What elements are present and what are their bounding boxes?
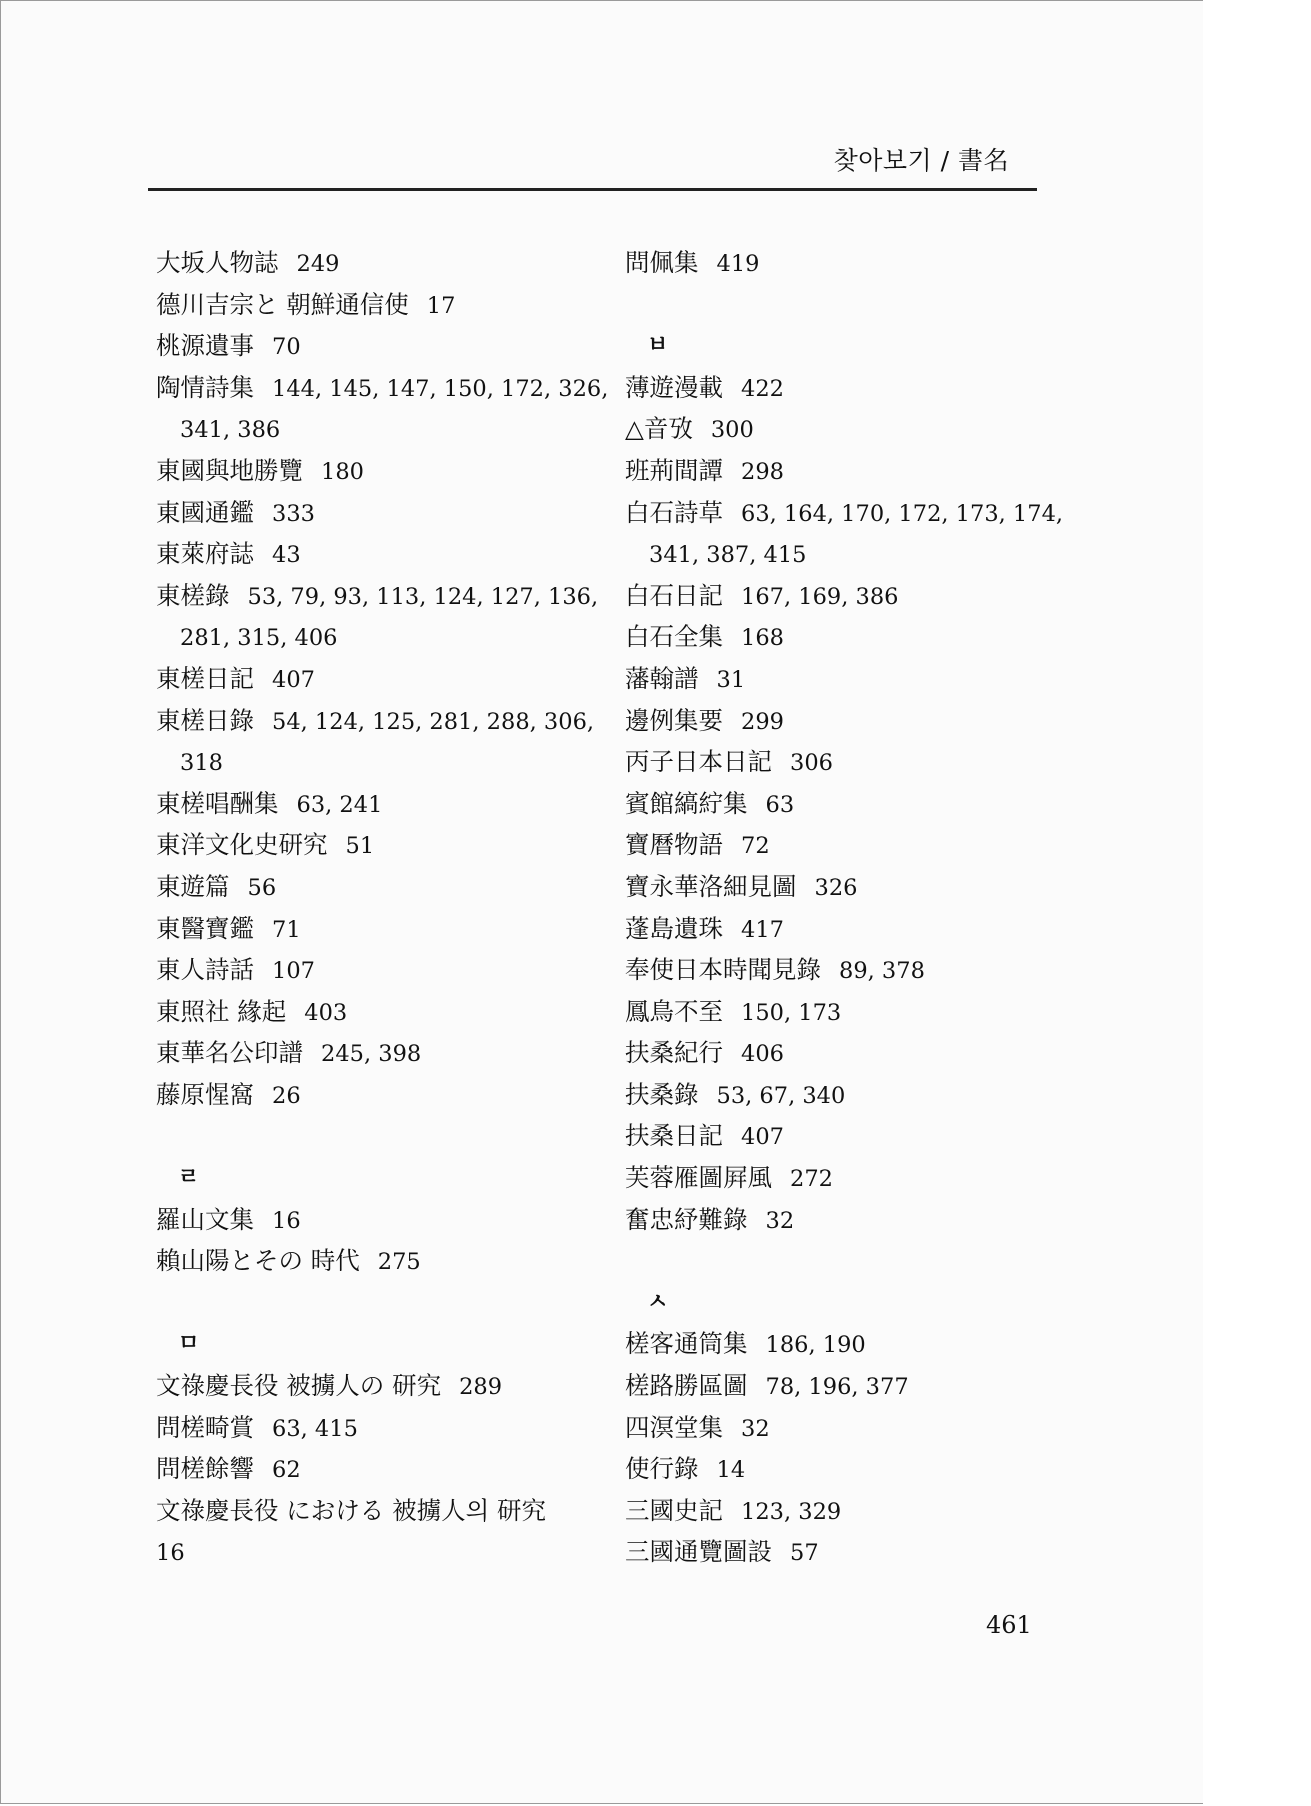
section-heading: ㅁ <box>178 1331 200 1357</box>
entry-pages: 341, 386 <box>180 417 281 444</box>
index-entry <box>625 1448 1070 1490</box>
index-entry <box>156 492 601 534</box>
entry-title: 東槎日記 <box>156 663 254 693</box>
entry-pages: 275 <box>377 1249 421 1276</box>
entry-title: △音攷 <box>625 414 693 444</box>
entry-title: 東洋文化史研究 <box>156 830 328 860</box>
section-heading: ㅅ <box>647 1289 669 1315</box>
blank-line <box>625 1240 1070 1282</box>
section-heading: ㅂ <box>647 333 669 359</box>
index-column-right <box>625 242 1070 1573</box>
index-entry <box>156 1199 601 1241</box>
entry-pages: 14 <box>716 1457 746 1484</box>
index-entry <box>625 492 1070 534</box>
index-entry <box>625 616 1070 658</box>
entry-pages: 419 <box>716 251 760 277</box>
entry-pages: 403 <box>304 999 348 1026</box>
index-entry <box>156 284 601 326</box>
index-entry <box>625 1365 1070 1407</box>
index-entry <box>156 658 601 700</box>
entry-title: 東醫寶鑑 <box>156 913 254 943</box>
index-entry <box>625 450 1070 492</box>
index-entry <box>625 700 1070 742</box>
entry-pages: 17 <box>426 292 456 319</box>
entry-pages: 245, 398 <box>321 1041 422 1068</box>
entry-title: 藤原惺窩 <box>156 1079 254 1109</box>
index-entry <box>156 991 601 1033</box>
entry-pages: 54, 124, 125, 281, 288, 306, <box>272 708 595 735</box>
index-entry <box>156 824 601 866</box>
index-entry <box>156 1240 601 1282</box>
index-entry <box>156 1365 601 1407</box>
index-entry <box>156 242 601 284</box>
entry-title: 扶桑錄 <box>625 1079 699 1109</box>
entry-title: 三國史記 <box>625 1495 723 1525</box>
entry-pages: 123, 329 <box>741 1498 842 1525</box>
index-entry-continuation <box>156 616 601 658</box>
entry-title: 寶曆物語 <box>625 830 723 860</box>
entry-pages: 70 <box>272 334 301 361</box>
entry-pages: 300 <box>710 417 754 444</box>
index-entry <box>625 741 1070 783</box>
entry-title: 賓館縞紵集 <box>625 788 748 818</box>
index-entry <box>156 949 601 991</box>
entry-title: 東人詩話 <box>156 955 254 985</box>
index-entry <box>625 1115 1070 1157</box>
entry-pages: 144, 145, 147, 150, 172, 326, <box>272 375 609 402</box>
entry-pages: 249 <box>296 251 340 277</box>
entry-pages: 407 <box>741 1124 784 1151</box>
entry-title: 槎客通筒集 <box>625 1329 748 1359</box>
entry-pages: 89, 378 <box>839 958 925 985</box>
entry-pages: 63, 415 <box>272 1415 358 1442</box>
index-entry-continuation <box>156 1531 601 1573</box>
index-entry <box>156 1074 601 1116</box>
running-header: 찾아보기 / 書名 <box>833 146 1009 175</box>
entry-title: 白石詩草 <box>625 497 723 527</box>
index-entry <box>625 949 1070 991</box>
entry-pages: 281, 315, 406 <box>180 625 338 652</box>
index-entry <box>625 783 1070 825</box>
entry-title: 鳳鳥不至 <box>625 996 723 1026</box>
entry-pages: 341, 387, 415 <box>649 542 807 569</box>
index-entry <box>156 325 601 367</box>
page-number: 461 <box>986 1611 1032 1639</box>
entry-pages: 422 <box>741 375 784 402</box>
entry-title: 藩翰譜 <box>625 663 699 693</box>
entry-pages: 16 <box>156 1540 185 1567</box>
entry-title: 問槎畸賞 <box>156 1412 254 1442</box>
index-entry <box>625 658 1070 700</box>
entry-title: 邊例集要 <box>625 705 723 735</box>
index-entry <box>625 242 1070 284</box>
entry-title: 蓬島遺珠 <box>625 913 723 943</box>
index-column-left <box>156 242 609 1573</box>
entry-title: 東國與地勝覽 <box>156 455 303 485</box>
index-entry <box>625 824 1070 866</box>
entry-title: 扶桑日記 <box>625 1121 723 1151</box>
entry-title: 陶情詩集 <box>156 372 254 402</box>
index-entry <box>625 575 1070 617</box>
entry-pages: 53, 67, 340 <box>716 1082 846 1109</box>
index-entry <box>156 1490 601 1532</box>
index-entry <box>625 908 1070 950</box>
entry-title: 問槎餘響 <box>156 1454 254 1484</box>
entry-title: 白石全集 <box>625 622 723 652</box>
index-entry <box>156 1448 601 1490</box>
entry-pages: 57 <box>790 1540 819 1567</box>
entry-title: 東槎唱酬集 <box>156 788 279 818</box>
index-entry <box>156 866 601 908</box>
entry-title: 東遊篇 <box>156 871 230 901</box>
entry-pages: 32 <box>765 1207 795 1234</box>
index-entry <box>625 1199 1070 1241</box>
entry-title: 羅山文集 <box>156 1204 254 1234</box>
entry-pages: 299 <box>741 708 784 735</box>
entry-pages: 289 <box>459 1374 503 1401</box>
index-entry <box>156 908 601 950</box>
entry-pages: 186, 190 <box>765 1332 866 1359</box>
entry-pages: 63 <box>765 791 795 818</box>
index-entry <box>156 1407 601 1449</box>
entry-pages: 180 <box>321 458 364 485</box>
entry-title: 四溟堂集 <box>625 1412 723 1442</box>
index-entry <box>156 450 601 492</box>
entry-title: 寶永華洛細見圖 <box>625 871 797 901</box>
entry-title: 文祿慶長役 被擄人の 研究 <box>156 1371 442 1401</box>
entry-pages: 306 <box>790 750 833 777</box>
entry-title: 東萊府誌 <box>156 539 254 569</box>
entry-pages: 406 <box>741 1041 784 1068</box>
entry-pages: 333 <box>272 500 315 527</box>
entry-title: 白石日記 <box>625 580 723 610</box>
entry-pages: 43 <box>272 542 301 569</box>
entry-title: 大坂人物誌 <box>156 248 279 277</box>
index-entry <box>625 408 1070 450</box>
header-rule <box>148 188 1037 191</box>
index-entry <box>625 1407 1070 1449</box>
entry-pages: 168 <box>741 625 784 652</box>
entry-title: 桃源遺事 <box>156 331 254 361</box>
index-entry <box>156 575 601 617</box>
entry-title: 班荊間譚 <box>625 455 723 485</box>
entry-title: 東槎錄 <box>156 580 230 610</box>
section-heading: ㄹ <box>178 1165 200 1191</box>
entry-pages: 272 <box>790 1166 833 1193</box>
index-entry <box>625 1157 1070 1199</box>
entry-pages: 63, 241 <box>296 791 383 818</box>
entry-pages: 150, 173 <box>741 999 842 1026</box>
entry-title: 丙子日本日記 <box>625 747 772 777</box>
entry-pages: 16 <box>272 1207 301 1234</box>
entry-pages: 298 <box>741 458 784 485</box>
entry-pages: 167, 169, 386 <box>741 583 899 610</box>
index-entry <box>625 367 1070 409</box>
entry-title: 芙蓉雁圖屛風 <box>625 1163 772 1193</box>
entry-title: 問佩集 <box>625 248 699 277</box>
blank-line <box>625 284 1070 326</box>
entry-title: 東照社 緣起 <box>156 996 287 1026</box>
entry-title: 東華名公印譜 <box>156 1038 303 1068</box>
index-entry <box>625 1074 1070 1116</box>
entry-pages: 56 <box>247 874 277 901</box>
index-entry <box>625 1531 1070 1573</box>
index-entry <box>625 991 1070 1033</box>
entry-title: 扶桑紀行 <box>625 1038 723 1068</box>
index-entry <box>156 783 601 825</box>
page-margin <box>1203 0 1311 1806</box>
entry-title: 文祿慶長役 における 被擄人의 研究 <box>156 1495 547 1525</box>
index-entry-continuation <box>156 408 601 450</box>
index-entry <box>156 700 601 742</box>
entry-title: 三國通覽圖設 <box>625 1537 772 1567</box>
entry-pages: 31 <box>716 666 746 693</box>
entry-title: 槎路勝區圖 <box>625 1371 748 1401</box>
entry-pages: 53, 79, 93, 113, 124, 127, 136, <box>247 583 599 610</box>
entry-pages: 72 <box>741 833 770 860</box>
index-entry <box>625 1323 1070 1365</box>
entry-pages: 417 <box>741 916 784 943</box>
entry-pages: 78, 196, 377 <box>765 1374 909 1401</box>
index-entry-continuation <box>156 741 601 783</box>
entry-pages: 62 <box>272 1457 301 1484</box>
entry-pages: 32 <box>741 1415 770 1442</box>
entry-pages: 71 <box>272 916 301 943</box>
entry-title: 奮忠紓難錄 <box>625 1204 748 1234</box>
index-entry <box>156 1032 601 1074</box>
entry-title: 德川吉宗と 朝鮮通信使 <box>156 289 409 319</box>
blank-line <box>156 1282 601 1324</box>
entry-title: 賴山陽とその 時代 <box>156 1246 360 1276</box>
index-entry <box>625 1490 1070 1532</box>
blank-line <box>156 1115 601 1157</box>
entry-pages: 51 <box>345 833 375 860</box>
entry-pages: 326 <box>814 874 858 901</box>
index-entry <box>156 367 609 409</box>
entry-pages: 63, 164, 170, 172, 173, 174, <box>741 500 1064 527</box>
index-entry-continuation <box>625 533 1070 575</box>
index-entry <box>625 1032 1070 1074</box>
index-entry <box>625 866 1070 908</box>
entry-title: 奉使日本時聞見錄 <box>625 955 821 985</box>
entry-title: 東國通鑑 <box>156 497 254 527</box>
index-entry <box>156 533 601 575</box>
entry-pages: 107 <box>272 958 315 985</box>
entry-pages: 26 <box>272 1082 301 1109</box>
entry-title: 使行錄 <box>625 1454 699 1484</box>
entry-title: 薄遊漫載 <box>625 372 723 402</box>
entry-pages: 407 <box>272 666 315 693</box>
entry-title: 東槎日錄 <box>156 705 254 735</box>
entry-pages: 318 <box>180 750 223 777</box>
